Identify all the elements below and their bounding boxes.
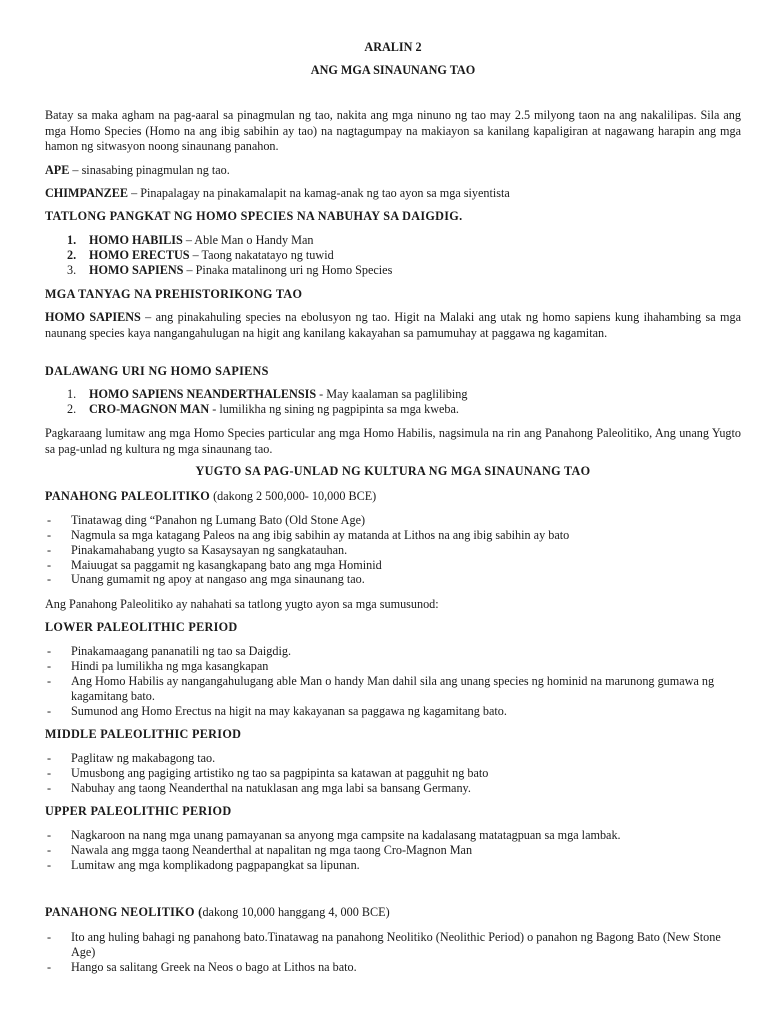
list-number: 1. (67, 233, 77, 247)
list-text: Nagkaroon na nang mga unang pamayanan sa anyong mga campsite na kadalasang matatagpuan sa mga lambak. (71, 828, 621, 842)
list-text: Umusbong ang pagiging artistiko ng tao sa pagpipinta sa katawan at pagguhit ng bato (71, 766, 489, 780)
homo-sapiens-paragraph (45, 310, 741, 341)
lesson-number: ARALIN 2 (364, 40, 422, 54)
list-term: HOMO HABILIS (89, 233, 183, 247)
paleolithic-note: Ang Panahong Paleolitiko ay nahahati sa tatlong yugto ayon sa mga sumusunod: (45, 597, 439, 611)
list-def: – Taong nakatatayo ng tuwid (189, 248, 334, 262)
list-text: Nagmula sa mga katagang Paleos na ang ibig sabihin ay matanda at Lithos na ang ibig sabihin ay bato (71, 528, 570, 542)
paleolithic-heading (45, 489, 741, 504)
list-text: Hango sa salitang Greek na Neos o bago at Lithos na bato. (71, 960, 357, 974)
list-number: 2. (67, 402, 77, 416)
heading-middle-paleolithic: MIDDLE PALEOLITHIC PERIOD (45, 727, 242, 741)
list-text: Lumitaw ang mga komplikadong pagpapangkat sa lipunan. (71, 858, 360, 872)
definition-chimpanzee (45, 186, 741, 201)
list-number: 2. (67, 248, 77, 262)
list-text: Hindi pa lumilikha ng mga kasangkapan (71, 659, 269, 673)
term-neolithic: PANAHONG NEOLITIKO ( (45, 905, 203, 919)
paleolithic-intro-paragraph: Pagkaraang lumitaw ang mga Homo Species particular ang mga Homo Habilis, nagsimula na rin ang Panahong Paleolitiko, Ang unang Yugto sa pag-unlad ng kultura ng mga sinaunang tao. (45, 426, 741, 456)
intro-paragraph: Batay sa maka agham na pag-aaral sa pinagmulan ng tao, nakita ang mga ninuno ng tao may 2.5 milyong taon na ang nakalilipas. Sila ang mga Homo Species (Homo na ang ibig sabihin ay tao) na nagtagumpay na makiayon sa kanilang kapaligiran at nagawang harapin ang mga hamon ng sitwasyon noong sinaunang panahon. (45, 108, 741, 153)
heading-lower-paleolithic: LOWER PALEOLITHIC PERIOD (45, 620, 238, 634)
list-text: Maiuugat sa paggamit ng kasangkapang bato ang mga Hominid (71, 558, 382, 572)
heading-culture-stages: YUGTO SA PAG-UNLAD NG KULTURA NG MGA SINAUNANG TAO (195, 464, 591, 478)
list-term: HOMO ERECTUS (89, 248, 190, 262)
list-text: Sumunod ang Homo Erectus na higit na may kakayanan sa paggawa ng kagamitang bato. (71, 704, 507, 718)
term-paleolithic: PANAHONG PALEOLITIKO (45, 489, 211, 503)
list-text: Ito ang huling bahagi ng panahong bato.Tinatawag na panahong Neolitiko (Neolithic Period) o panahon ng Bagong Bato (New Stone Age) (71, 930, 721, 959)
neolithic-dates: dakong 10,000 hanggang 4, 000 BCE) (202, 905, 390, 919)
neolithic-heading (45, 905, 741, 920)
term-ape: APE (45, 163, 70, 177)
def-homo-sapiens: – ang pinakahuling species na ebolusyon ng tao. Higit na Malaki ang utak ng homo sapiens kung ihahambing sa mga naunang species kaya nangangahulugan na higit ang kanilang kakayahan sa pamumuhay at paggawa ng kagamitan. (45, 310, 742, 340)
list-term: CRO-MAGNON MAN (89, 402, 210, 416)
list-def: – Able Man o Handy Man (182, 233, 314, 247)
lesson-title: ANG MGA SINAUNANG TAO (310, 63, 476, 77)
def-ape: – sinasabing pinagmulan ng tao. (69, 163, 230, 177)
list-text: Paglitaw ng makabagong tao. (71, 751, 216, 765)
term-chimpanzee: CHIMPANZEE (45, 186, 129, 200)
heading-famous-prehistoric: MGA TANYAG NA PREHISTORIKONG TAO (45, 287, 303, 301)
term-homo-sapiens: HOMO SAPIENS (45, 310, 141, 324)
heading-two-types: DALAWANG URI NG HOMO SAPIENS (45, 364, 269, 378)
list-text: Unang gumamit ng apoy at nangaso ang mga sinaunang tao. (71, 572, 365, 586)
list-text: Pinakamaagang pananatili ng tao sa Daigdig. (71, 644, 291, 658)
list-number: 3. (67, 263, 77, 277)
heading-upper-paleolithic: UPPER PALEOLITHIC PERIOD (45, 804, 232, 818)
list-number: 1. (67, 387, 77, 401)
list-def: - lumilikha ng sining ng pagpipinta sa mga kweba. (209, 402, 459, 416)
list-def: - May kaalaman sa paglilibing (316, 387, 468, 401)
list-text: Tinatawag ding “Panahon ng Lumang Bato (Old Stone Age) (71, 513, 366, 527)
list-text: Nawala ang mgga taong Neanderthal at napalitan ng mga taong Cro-Magnon Man (71, 843, 473, 857)
list-text: Pinakamahabang yugto sa Kasaysayan ng sangkatauhan. (71, 543, 348, 557)
list-text: Nabuhay ang taong Neanderthal na natuklasan ang mga labi sa bansang Germany. (71, 781, 471, 795)
list-term: HOMO SAPIENS NEANDERTHALENSIS (89, 387, 317, 401)
list-def: – Pinaka matalinong uri ng Homo Species (183, 263, 393, 277)
heading-three-groups: TATLONG PANGKAT NG HOMO SPECIES NA NABUHAY SA DAIGDIG. (45, 209, 463, 223)
list-term: HOMO SAPIENS (89, 263, 184, 277)
paleolithic-dates: (dakong 2 500,000- 10,000 BCE) (210, 489, 377, 503)
def-chimpanzee: – Pinapalagay na pinakamalapit na kamag-anak ng tao ayon sa mga siyentista (128, 186, 510, 200)
definition-ape (45, 163, 741, 178)
list-text: Ang Homo Habilis ay nangangahulugang able Man o handy Man dahil sila ang unang species ng hominid na marunong gumawa ng kagamitang bato. (71, 674, 715, 703)
